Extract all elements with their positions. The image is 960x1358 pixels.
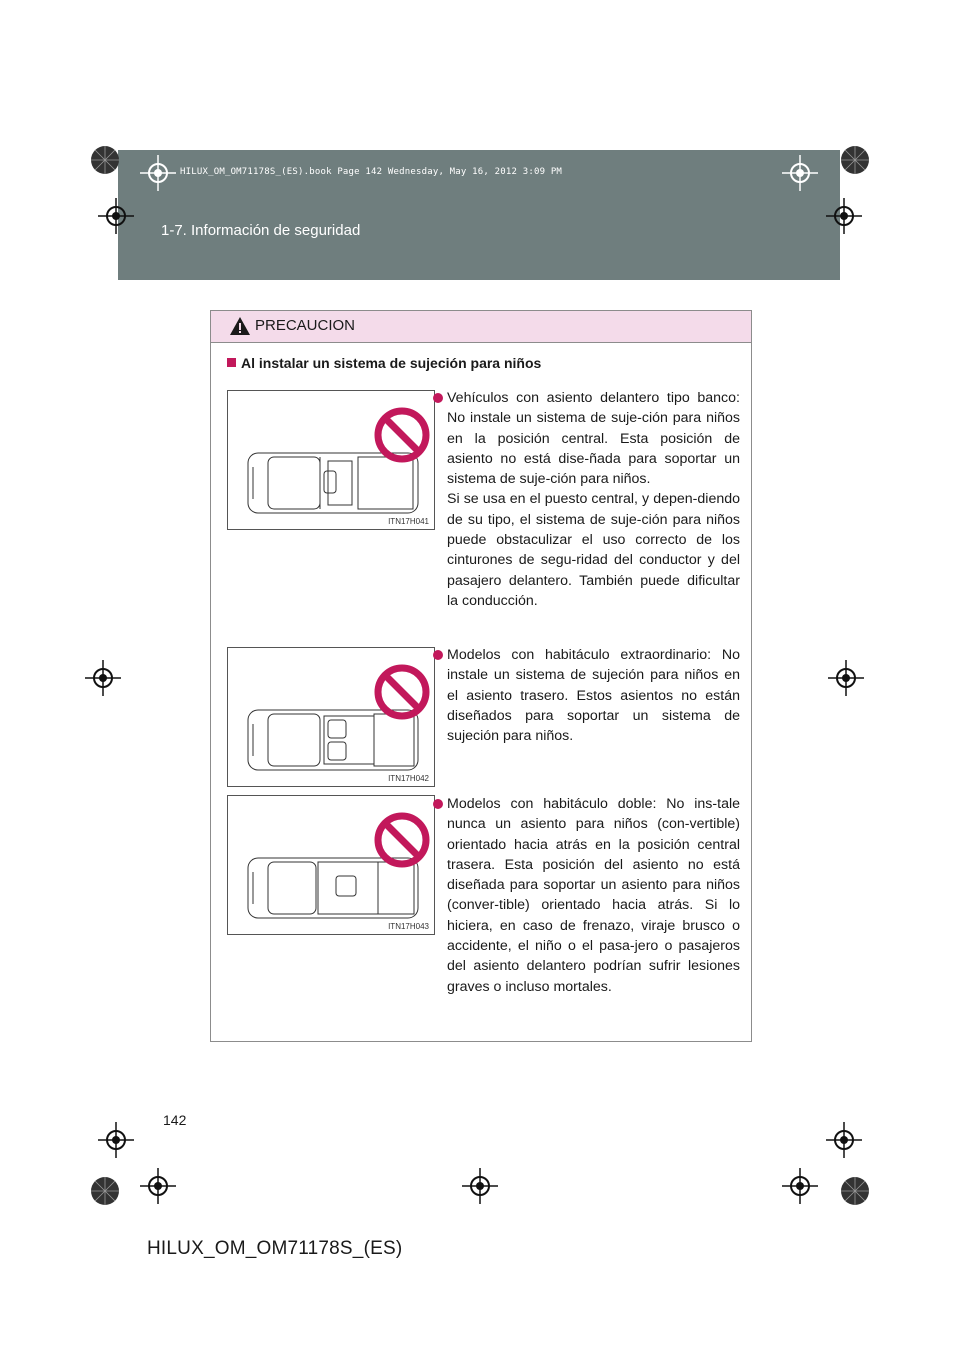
footer-code: HILUX_OM_OM71178S_(ES) [147,1238,403,1259]
list-item [447,794,740,997]
list-item [447,645,740,746]
color-rosette-icon [840,1176,870,1206]
figure-double-cab [227,795,435,935]
circle-bullet-icon [433,393,443,403]
subheading-text: Al instalar un sistema de sujeción para niños [241,355,542,371]
print-info: HILUX_OM_OM71178S_(ES).book Page 142 Wednesday, May 16, 2012 3:09 PM [180,167,563,177]
registration-mark-icon [140,1168,176,1204]
registration-mark-icon [462,1168,498,1204]
square-bullet-icon [227,358,236,367]
section-title: 1-7. Información de seguridad [161,222,361,239]
caution-header [211,311,751,343]
figure-code: ITN17H042 [388,774,429,783]
circle-bullet-icon [433,650,443,660]
caution-subheading [227,355,541,371]
registration-mark-icon [98,198,134,234]
color-rosette-icon [840,145,870,175]
caution-box [210,310,752,1042]
registration-mark-icon [85,660,121,696]
registration-mark-icon [140,155,176,191]
registration-mark-icon [782,155,818,191]
color-rosette-icon [90,145,120,175]
registration-mark-icon [98,1122,134,1158]
caution-label: PRECAUCION [255,317,356,334]
figure-extra-cab [227,647,435,787]
figure-bench-seat [227,390,435,530]
registration-mark-icon [826,198,862,234]
item-paragraph: Si se usa en el puesto central, y depen-diendo de su tipo, el sistema de suje-ción para niños puede obstaculizar el uso correcto de los cinturones de segu-ridad del conductor y del pasajero delantero. También puede dificultar la conducción. [447,491,740,609]
item-paragraph: Modelos con habitáculo extraordinario: No instale un sistema de sujeción para niños en el asiento trasero. Estos asientos no están diseñados para soportar un sistema de sujeción para niños. [447,647,740,745]
figure-code: ITN17H043 [388,922,429,931]
color-rosette-icon [90,1176,120,1206]
registration-mark-icon [828,660,864,696]
item-paragraph: Vehículos con asiento delantero tipo banco: No instale un sistema de suje-ción para niños en la posición central. Esta posición de asiento no está dise-ñada para soportar un sistema de suje-ción para niños. [447,390,740,488]
page-number: 142 [163,1112,187,1128]
item-paragraph: Modelos con habitáculo doble: No ins-tale nunca un asiento para niños (con-vertible) orientado hacia atrás en la posición central trasera. Esta posición del asiento no está diseñada para soportar un asiento para niños (conver-tible) orientado hacia atrás. Si lo hiciera, en caso de frenazo, viraje brusco o accidente, el niño o el pasa-jero o pasajeros del asiento delantero podrían sufrir lesiones graves o incluso mortales. [447,796,740,995]
registration-mark-icon [782,1168,818,1204]
figure-code: ITN17H041 [388,517,429,526]
circle-bullet-icon [433,799,443,809]
list-item [447,388,740,611]
registration-mark-icon [826,1122,862,1158]
warning-triangle-icon [229,316,251,336]
